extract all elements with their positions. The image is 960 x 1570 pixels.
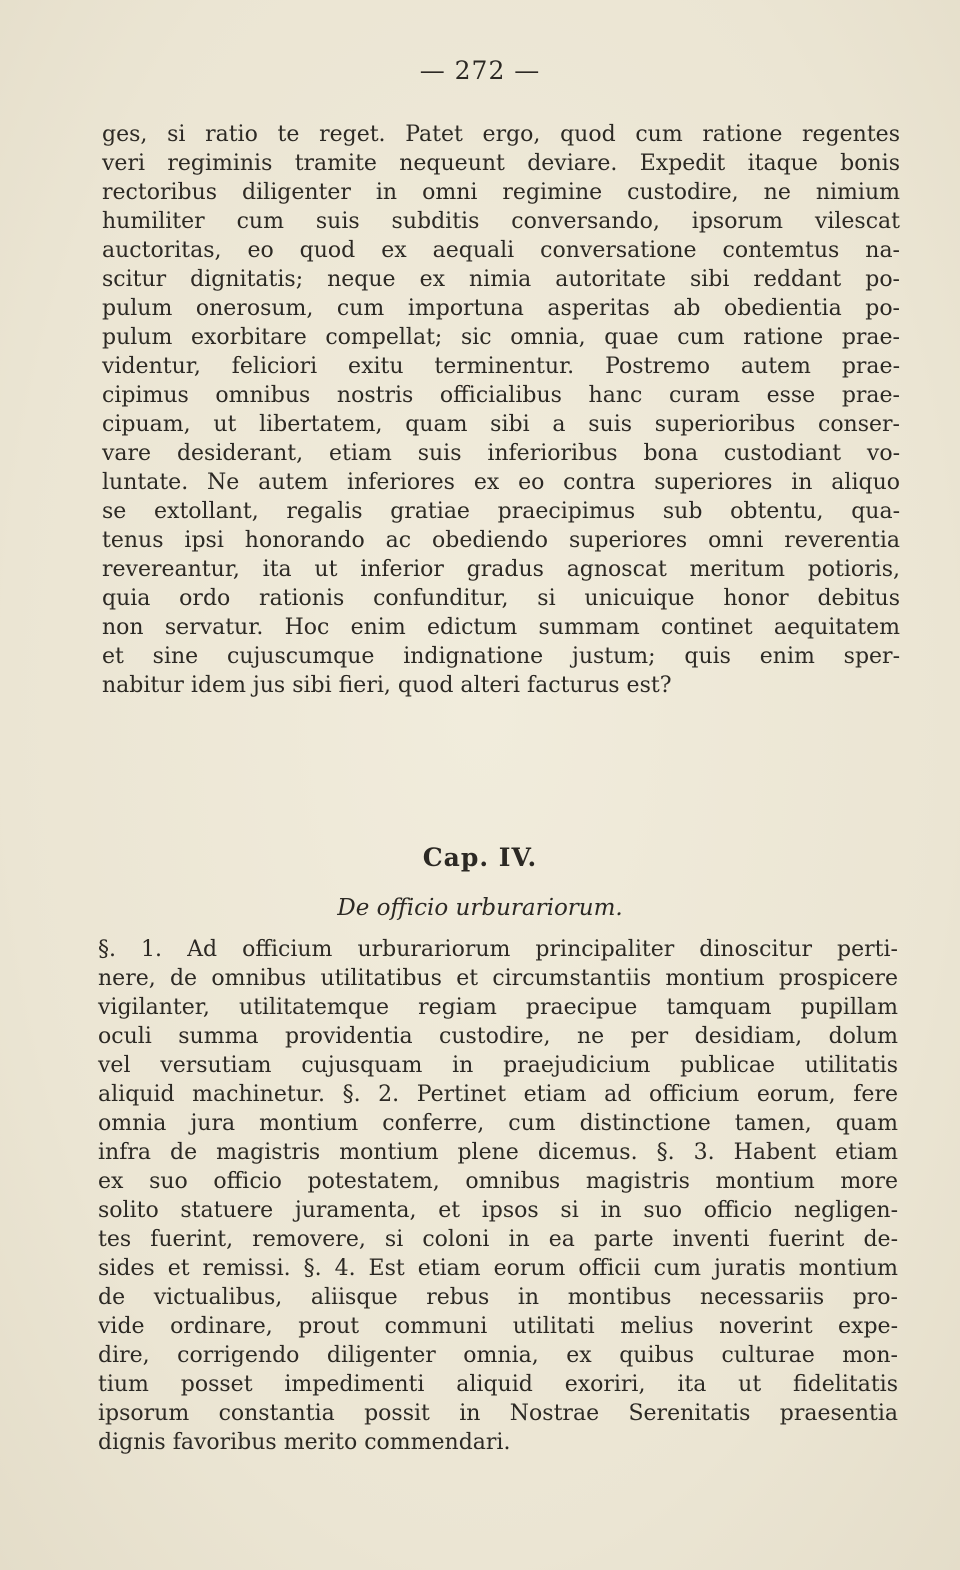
- text-line: rectoribus diligenter in omni regimine custodire, ne nimium: [102, 180, 900, 205]
- text-line: videntur, feliciori exitu terminentur. Postremo autem prae-: [102, 354, 900, 379]
- text-block-chapter: [98, 935, 898, 1457]
- text-line: sides et remissi. §. 4. Est etiam eorum officii cum juratis montium: [98, 1256, 898, 1281]
- text-line: tes fuerint, removere, si coloni in ea parte inventi fuerint de-: [98, 1227, 898, 1252]
- text-line: quia ordo rationis confunditur, si unicuique honor debitus: [102, 586, 900, 611]
- text-line: nere, de omnibus utilitatibus et circumstantiis montium prospicere: [98, 966, 898, 991]
- text-line: aliquid machinetur. §. 2. Pertinet etiam ad officium eorum, fere: [98, 1082, 898, 1107]
- text-line: vigilanter, utilitatemque regiam praecipue tamquam pupillam: [98, 995, 898, 1020]
- text-line: et sine cujuscumque indignatione justum; quis enim sper-: [102, 644, 900, 669]
- text-line: luntate. Ne autem inferiores ex eo contra superiores in aliquo: [102, 470, 900, 495]
- text-line: ges, si ratio te reget. Patet ergo, quod cum ratione regentes: [102, 122, 900, 147]
- text-line: vare desiderant, etiam suis inferioribus bona custodiant vo-: [102, 441, 900, 466]
- text-line: §. 1. Ad officium urburariorum principaliter dinoscitur perti-: [98, 937, 898, 962]
- text-line: non servatur. Hoc enim edictum summam continet aequitatem: [102, 615, 900, 640]
- text-line: infra de magistris montium plene dicemus. §. 3. Habent etiam: [98, 1140, 898, 1165]
- text-line: revereantur, ita ut inferior gradus agnoscat meritum potioris,: [102, 557, 900, 582]
- chapter-heading: Cap. IV.: [422, 843, 538, 872]
- page-number: — 272 —: [419, 56, 541, 85]
- text-line: se extollant, regalis gratiae praecipimus sub obtentu, qua-: [102, 499, 900, 524]
- text-line: vel versutiam cujusquam in praejudicium publicae utilitatis: [98, 1053, 898, 1078]
- text-line: vide ordinare, prout communi utilitati melius noverint expe-: [98, 1314, 898, 1339]
- text-line: oculi summa providentia custodire, ne per desidiam, dolum: [98, 1024, 898, 1049]
- text-line: tium posset impedimenti aliquid exoriri, ita ut fidelitatis: [98, 1372, 898, 1397]
- text-line: pulum onerosum, cum importuna asperitas ab obedientia po-: [102, 296, 900, 321]
- text-line: pulum exorbitare compellat; sic omnia, quae cum ratione prae-: [102, 325, 900, 350]
- text-line: de victualibus, aliisque rebus in montibus necessariis pro-: [98, 1285, 898, 1310]
- text-line: scitur dignitatis; neque ex nimia autoritate sibi reddant po-: [102, 267, 900, 292]
- text-line: nabitur idem jus sibi fieri, quod alteri facturus est?: [102, 673, 672, 698]
- text-line: cipimus omnibus nostris officialibus hanc curam esse prae-: [102, 383, 900, 408]
- text-block-continuation: [102, 120, 900, 700]
- text-line: ex suo officio potestatem, omnibus magistris montium more: [98, 1169, 898, 1194]
- chapter-subtitle: De officio urburariorum.: [337, 895, 623, 921]
- text-line: ipsorum constantia possit in Nostrae Serenitatis praesentia: [98, 1401, 898, 1426]
- text-line: dire, corrigendo diligenter omnia, ex quibus culturae mon-: [98, 1343, 898, 1368]
- text-line: cipuam, ut libertatem, quam sibi a suis superioribus conser-: [102, 412, 900, 437]
- text-line: veri regiminis tramite nequeunt deviare. Expedit itaque bonis: [102, 151, 900, 176]
- text-line: humiliter cum suis subditis conversando, ipsorum vilescat: [102, 209, 900, 234]
- text-line: dignis favoribus merito commendari.: [98, 1430, 511, 1455]
- text-line: tenus ipsi honorando ac obediendo superiores omni reverentia: [102, 528, 900, 553]
- text-line: omnia jura montium conferre, cum distinctione tamen, quam: [98, 1111, 898, 1136]
- text-line: auctoritas, eo quod ex aequali conversatione contemtus na-: [102, 238, 900, 263]
- text-line: solito statuere juramenta, et ipsos si in suo officio negligen-: [98, 1198, 898, 1223]
